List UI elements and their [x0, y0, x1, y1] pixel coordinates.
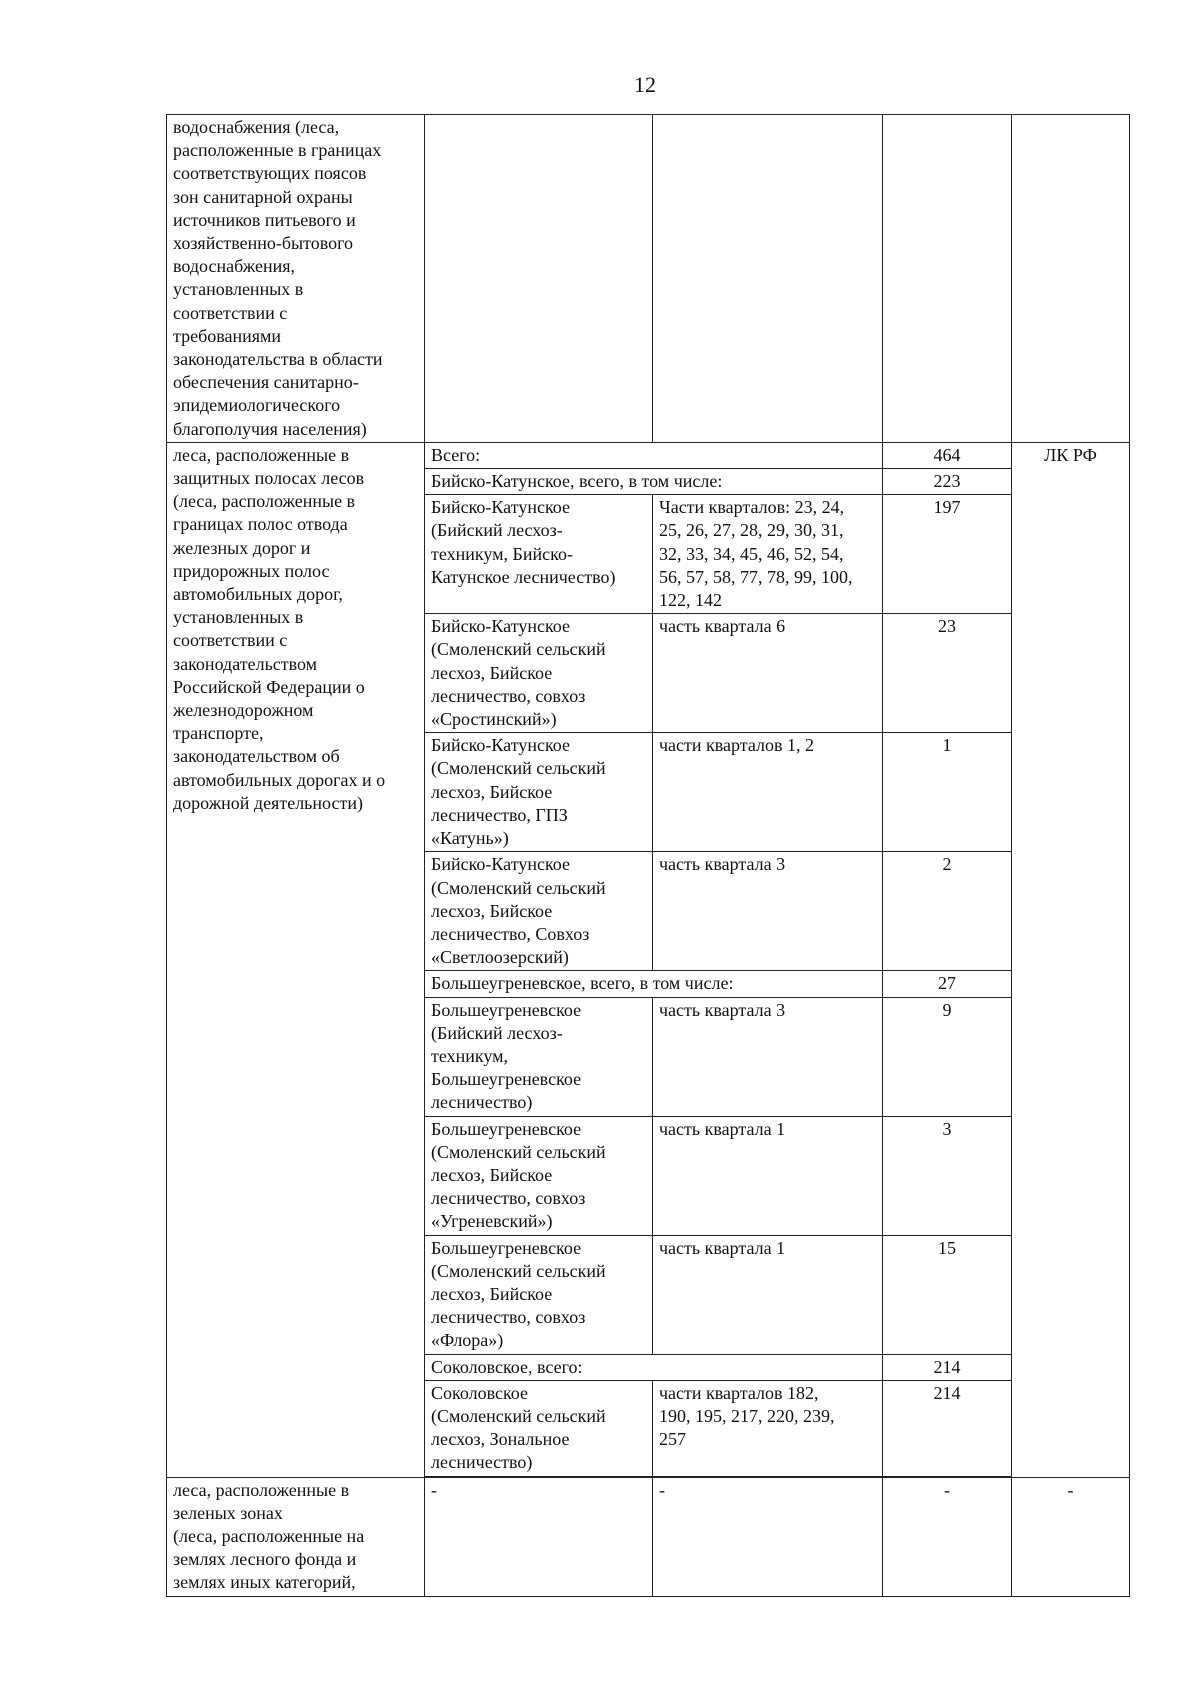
empty-cell	[1012, 115, 1130, 443]
area-value: 23	[883, 614, 1012, 733]
page-number: 12	[634, 72, 656, 97]
quarters: часть квартала 3	[653, 997, 883, 1116]
area-value: 197	[883, 495, 1012, 614]
empty-cell	[425, 115, 653, 443]
forestry-name: Большеугреневское (Смоленский сельский лесхоз, Бийское лесничество, совхоз «Флора»)	[425, 1235, 653, 1354]
dash-cell: -	[1012, 1477, 1130, 1596]
forestry-name: Бийско-Катунское (Смоленский сельский лесхоз, Бийское лесничество, совхоз «Сростинский»)	[425, 614, 653, 733]
area-value: 2	[883, 852, 1012, 971]
total-value: 464	[883, 442, 1012, 468]
dash-cell: -	[425, 1477, 653, 1596]
category-cell: леса, расположенные в зеленых зонах (леса, расположенные на землях лесного фонда и землях иных категорий,	[167, 1477, 425, 1596]
quarters: части кварталов 1, 2	[653, 733, 883, 852]
total-label: Всего:	[425, 442, 883, 468]
group-value: 214	[883, 1354, 1012, 1380]
table-row-total	[167, 442, 1130, 468]
table-row-water-supply	[167, 115, 1130, 443]
quarters: часть квартала 6	[653, 614, 883, 733]
group-label: Большеугреневское, всего, в том числе:	[425, 971, 883, 997]
quarters: части кварталов 182, 190, 195, 217, 220, 239, 257	[653, 1380, 883, 1476]
group-value: 223	[883, 469, 1012, 495]
category-cell: леса, расположенные в защитных полосах лесов (леса, расположенные в границах полос отвода железных дорог и придорожных полос автомобильных дорог, установленных в соответствии с законодательством Российской Федерации о железнодорожном транспорте, законодательством об автомобильных дорогах и о дорожной деятельности)	[167, 442, 425, 1477]
forest-table	[166, 114, 1130, 1597]
group-label: Бийско-Катунское, всего, в том числе:	[425, 469, 883, 495]
forestry-name: Бийско-Катунское (Смоленский сельский лесхоз, Бийское лесничество, ГПЗ «Катунь»)	[425, 733, 653, 852]
table-row-green-zones	[167, 1477, 1130, 1596]
forestry-name: Бийско-Катунское (Смоленский сельский лесхоз, Бийское лесничество, Совхоз «Светлоозерский)	[425, 852, 653, 971]
group-value: 27	[883, 971, 1012, 997]
empty-cell	[653, 115, 883, 443]
group-label: Соколовское, всего:	[425, 1354, 883, 1380]
quarters: часть квартала 1	[653, 1116, 883, 1235]
category-cell: водоснабжения (леса, расположенные в границах соответствующих поясов зон санитарной охраны источников питьевого и хозяйственно-бытового водоснабжения, установленных в соответствии с требованиями законодательства в области обеспечения санитарно- эпидемиологического благополучия населения)	[167, 115, 425, 443]
quarters: часть квартала 1	[653, 1235, 883, 1354]
area-value: 15	[883, 1235, 1012, 1354]
dash-cell: -	[653, 1477, 883, 1596]
forestry-name: Большеугреневское (Смоленский сельский лесхоз, Бийское лесничество, совхоз «Угреневский»)	[425, 1116, 653, 1235]
quarters: часть квартала 3	[653, 852, 883, 971]
legal-basis: ЛК РФ	[1012, 442, 1130, 1477]
dash-cell: -	[883, 1477, 1012, 1596]
empty-cell	[883, 115, 1012, 443]
forestry-name: Бийско-Катунское (Бийский лесхоз- техникум, Бийско- Катунское лесничество)	[425, 495, 653, 614]
forestry-name: Большеугреневское (Бийский лесхоз- техникум, Большеугреневское лесничество)	[425, 997, 653, 1116]
area-value: 1	[883, 733, 1012, 852]
forestry-name: Соколовское (Смоленский сельский лесхоз, Зональное лесничество)	[425, 1380, 653, 1476]
area-value: 214	[883, 1380, 1012, 1476]
quarters: Части кварталов: 23, 24, 25, 26, 27, 28, 29, 30, 31, 32, 33, 34, 45, 46, 52, 54, 56, 57, 58, 77, 78, 99, 100, 122, 142	[653, 495, 883, 614]
area-value: 3	[883, 1116, 1012, 1235]
area-value: 9	[883, 997, 1012, 1116]
